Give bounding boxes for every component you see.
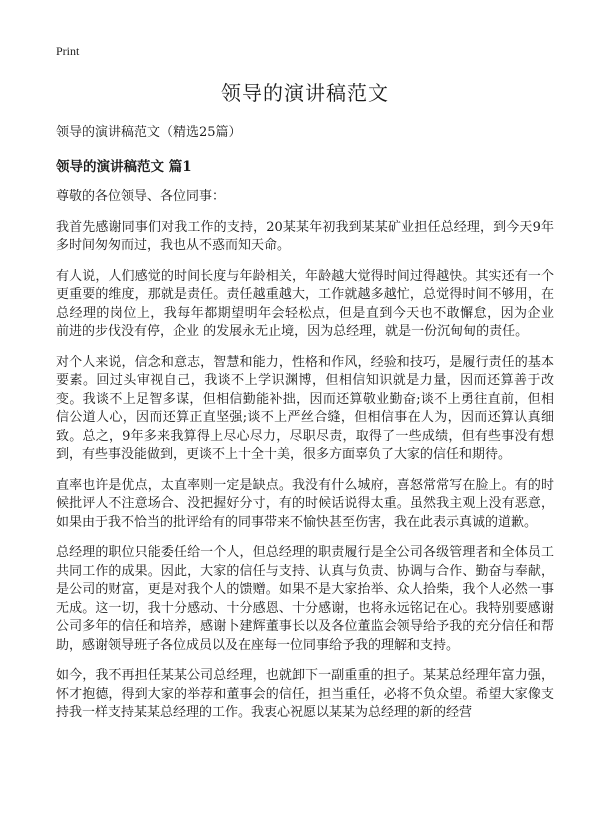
print-label: Print xyxy=(56,44,80,58)
paragraph-5: 总经理的职位只能委任给一个人，但总经理的职责履行是全公司各级管理者和全体员工共同工作的成果。因此，大家的信任与支持、认真与负责、协调与合作、勤奋与奉献，是公司的财富，更是对我个人的馈赠。如果不是大家抬举、众人拾柴，我个人必然一事无成。这一切，我十分感动、十分感恩、十分感谢，也将永远铭记在心。我特别要感谢公司多年的信任和培养，感谢卜建辉董事长以及各位董监会领导给予我的充分信任和帮助，感谢领导班子各位成员以及在座每一位同事给予我的理解和支持。 xyxy=(56,545,554,653)
paragraph-2: 有人说，人们感觉的时间长度与年龄相关，年龄越大觉得时间过得越快。其实还有一个更重要的维度，那就是责任。责任越重越大，工作就越多越忙，总觉得时间不够用，在总经理的岗位上，我每年都期望明年会轻松点，但是直到今天也不敢懈怠，因为企业 前进的步伐没有停，企业 的发展永无止境，因为总经理，就是一份沉甸甸的责任。 xyxy=(56,268,554,339)
paragraph-1: 我首先感谢同事们对我工作的支持，20某某年初我到某某矿业担任总经理，到今天9年多时间匆匆而过，我也从不惑而知天命。 xyxy=(56,219,554,253)
paragraph-4: 直率也许是优点，太直率则一定是缺点。我没有什么城府，喜怒常常写在脸上。有的时候批评人不注意场合、没把握好分寸，有的时候话说得太重。虽然我主观上没有恶意，如果由于我不恰当的批评给有的同事带来不愉快甚至伤害，我在此表示真诚的道歉。 xyxy=(56,477,554,530)
section-heading: 领导的演讲稿范文 篇1 xyxy=(56,159,192,175)
paragraph-3: 对个人来说，信念和意志，智慧和能力，性格和作风，经验和技巧，是履行责任的基本要素。回过头审视自己，我谈不上学识渊博，但相信知识就是力量，因而还算善于改变。我谈不上足智多谋，但相信勤能补拙，因而还算敬业勤奋;谈不上勇往直前，但相信公道人心，因而还算正直坚强;谈不上严丝合缝，但相信事在人为，因而还算认真细致。总之，9年多来我算得上尽心尽力，尽职尽责，取得了一些成绩，但有些事没有想到，有些事没能做到，更谈不上十全十美，很多方面辜负了大家的信任和期待。 xyxy=(56,354,554,462)
document-subtitle: 领导的演讲稿范文（精选25篇） xyxy=(56,125,242,140)
document-title: 领导的演讲稿范文 xyxy=(221,81,389,105)
paragraph-6: 如今，我不再担任某某公司总经理，也就卸下一副重重的担子。某某总经理年富力强，怀才抱德，得到大家的举荐和董事会的信任，担当重任，必将不负众望。希望大家像支持我一样支持某某总经理的工作。我衷心祝愿以某某为总经理的新的经营 xyxy=(56,668,554,720)
salutation: 尊敬的各位领导、各位同事： xyxy=(56,189,226,204)
